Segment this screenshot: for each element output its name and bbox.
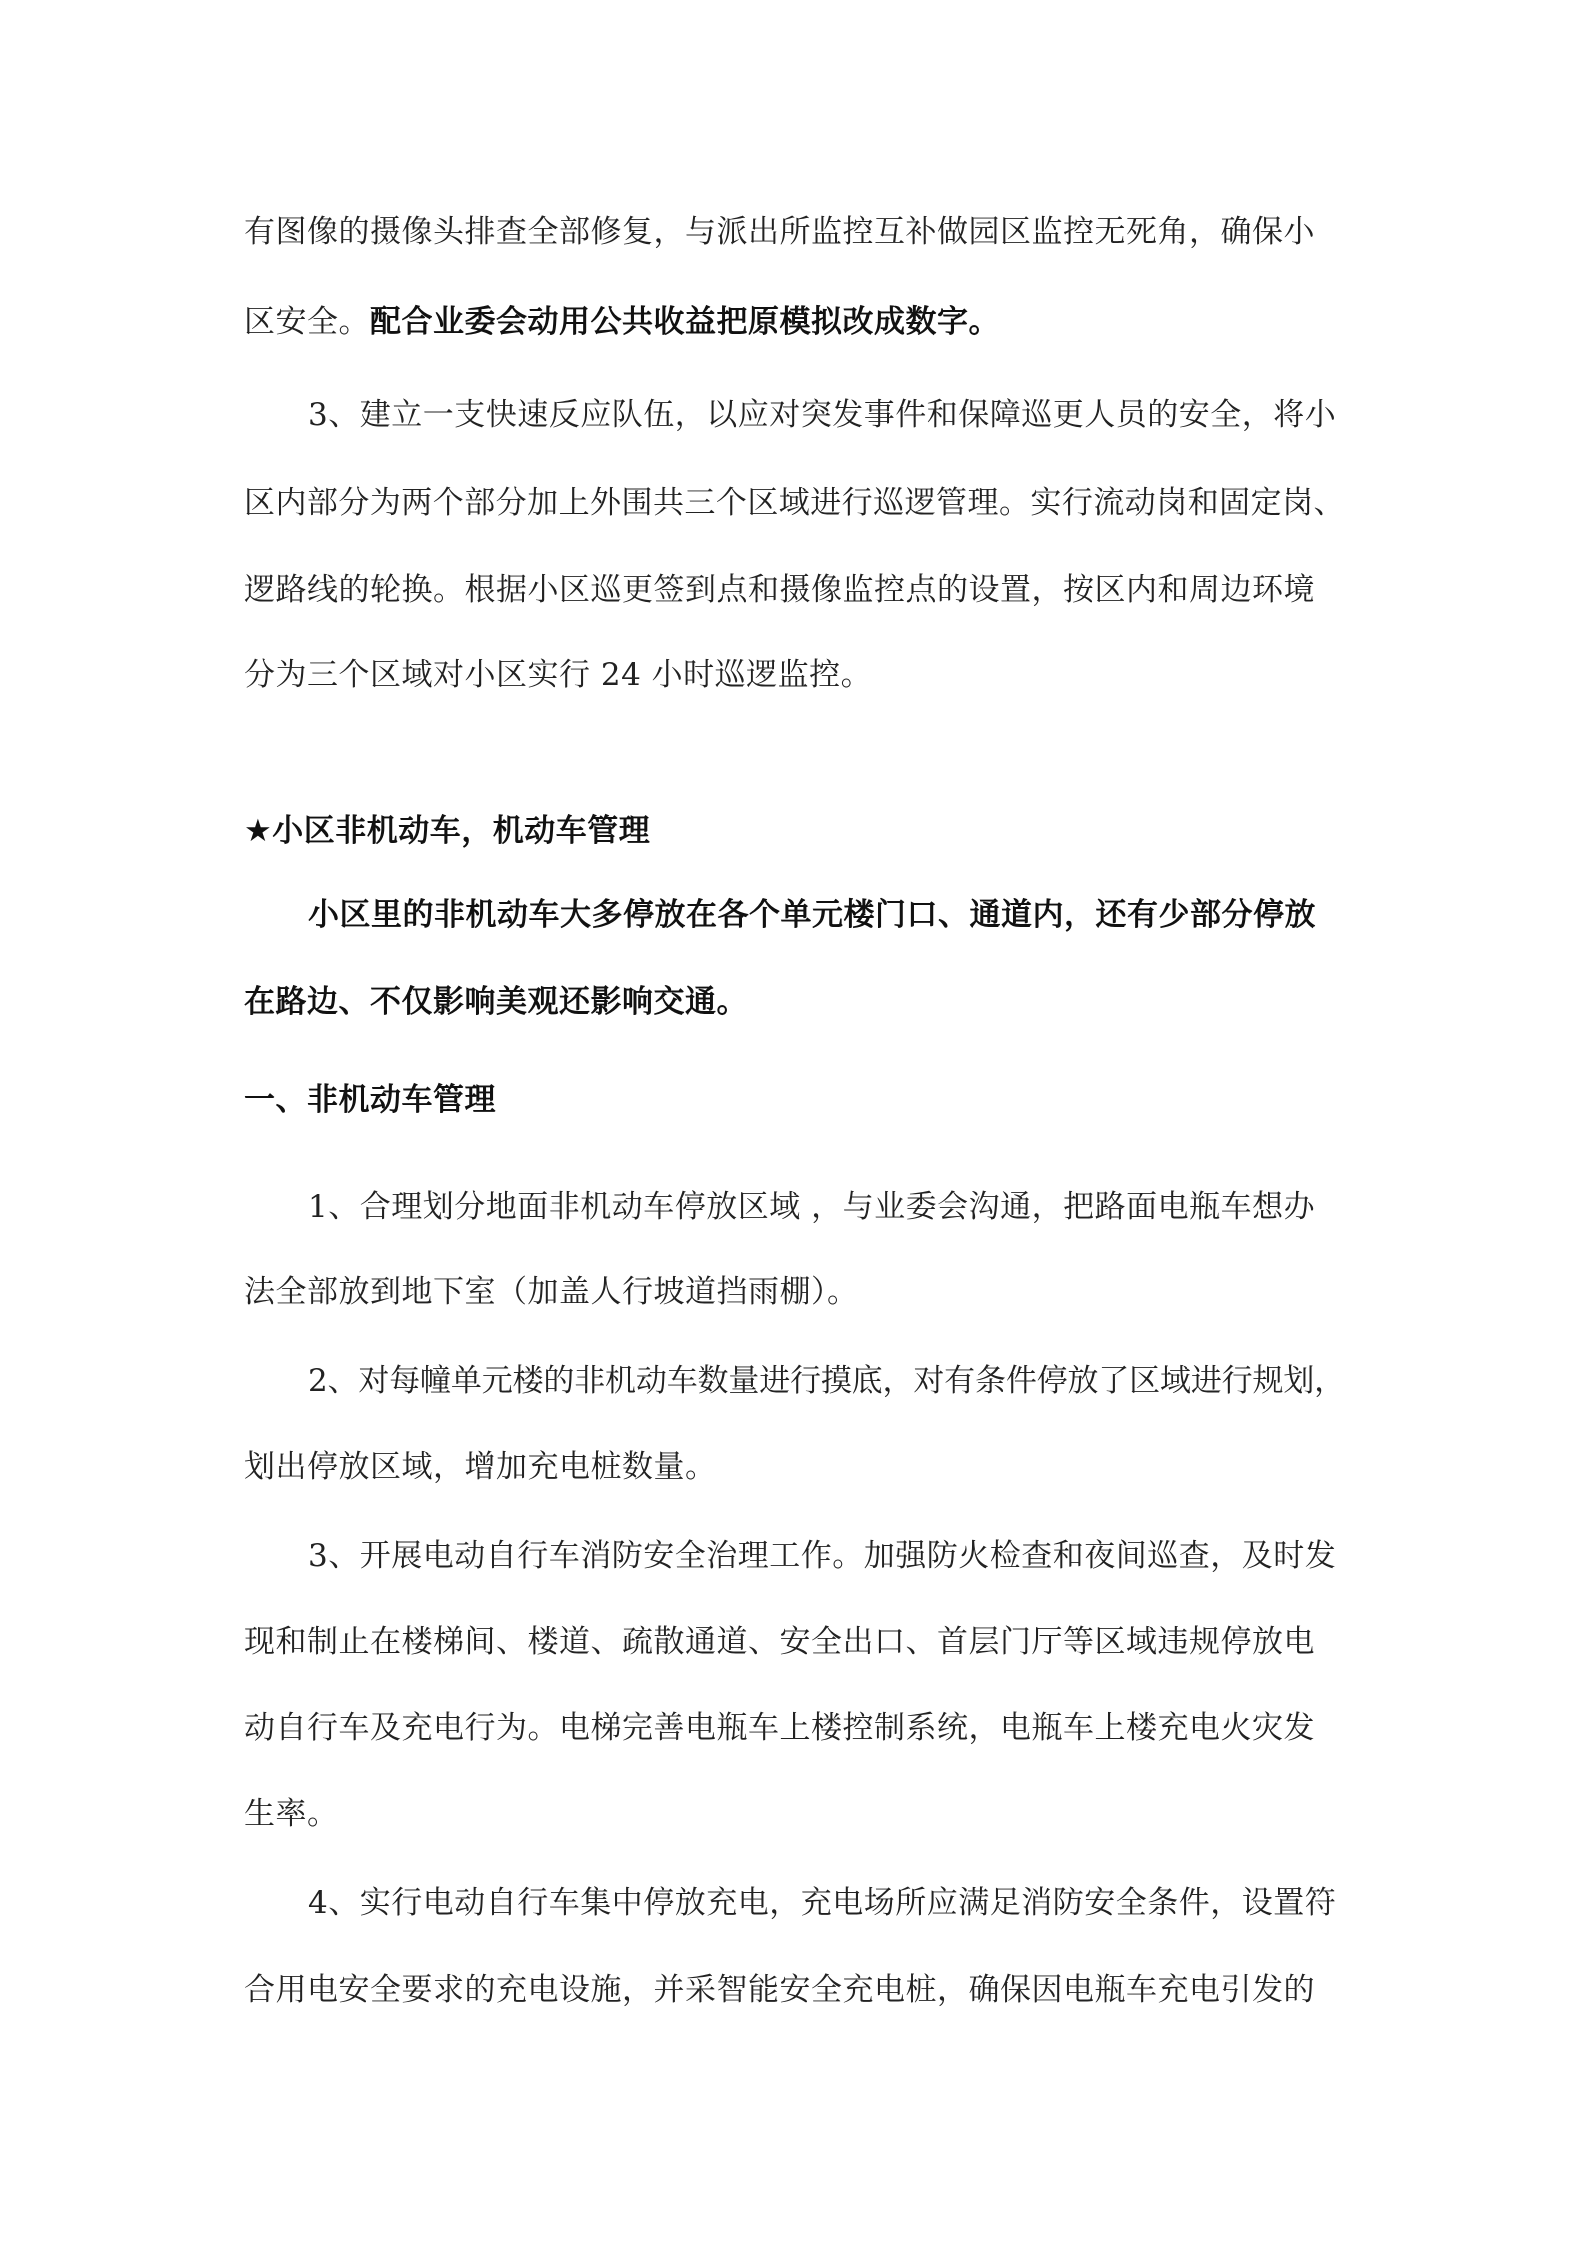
p3-line1: 小区里的非机动车大多停放在各个单元楼门口、通道内，还有少部分停放 — [308, 897, 1316, 933]
heading-vehicle-management: ★小区非机动车，机动车管理 — [244, 813, 651, 849]
item2-line2: 划出停放区域，增加充电桩数量。 — [244, 1449, 717, 1485]
item1-line2: 法全部放到地下室（加盖人行坡道挡雨棚）。 — [244, 1274, 859, 1310]
item3-line4: 生率。 — [244, 1796, 339, 1832]
item2-line1: 2、对每幢单元楼的非机动车数量进行摸底，对有条件停放了区域进行规划， — [308, 1363, 1345, 1399]
p3-line2: 在路边、不仅影响美观还影响交通。 — [244, 984, 748, 1020]
p1-line2-regular: 区安全。 — [244, 304, 370, 340]
item3-line2: 现和制止在楼梯间、楼道、疏散通道、安全出口、首层门厅等区域违规停放电 — [244, 1624, 1315, 1660]
p1-line1: 有图像的摄像头排查全部修复，与派出所监控互补做园区监控无死角，确保小 — [244, 214, 1315, 250]
item4-line2: 合用电安全要求的充电设施，并采智能安全充电桩，确保因电瓶车充电引发的 — [244, 1972, 1315, 2008]
p1-line2-bold: 配合业委会动用公共收益把原模拟改成数字。 — [370, 304, 1000, 340]
p1-line2 — [244, 302, 1000, 342]
p2-line4: 分为三个区域对小区实行 24 小时巡逻监控。 — [244, 657, 873, 693]
p2-line2: 区内部分为两个部分加上外围共三个区域进行巡逻管理。实行流动岗和固定岗、 — [244, 485, 1345, 521]
item4-line1: 4、实行电动自行车集中停放充电，充电场所应满足消防安全条件，设置符 — [308, 1885, 1337, 1921]
heading-non-motor-vehicle: 一、非机动车管理 — [244, 1082, 496, 1118]
p2-line1: 3、建立一支快速反应队伍，以应对突发事件和保障巡更人员的安全，将小 — [308, 397, 1337, 433]
item3-line3: 动自行车及充电行为。电梯完善电瓶车上楼控制系统，电瓶车上楼充电火灾发 — [244, 1710, 1315, 1746]
item3-line1: 3、开展电动自行车消防安全治理工作。加强防火检查和夜间巡查，及时发 — [308, 1538, 1337, 1574]
item1-line1: 1、合理划分地面非机动车停放区域 ，与业委会沟通，把路面电瓶车想办 — [308, 1189, 1316, 1225]
p2-line3: 逻路线的轮换。根据小区巡更签到点和摄像监控点的设置，按区内和周边环境 — [244, 572, 1315, 608]
